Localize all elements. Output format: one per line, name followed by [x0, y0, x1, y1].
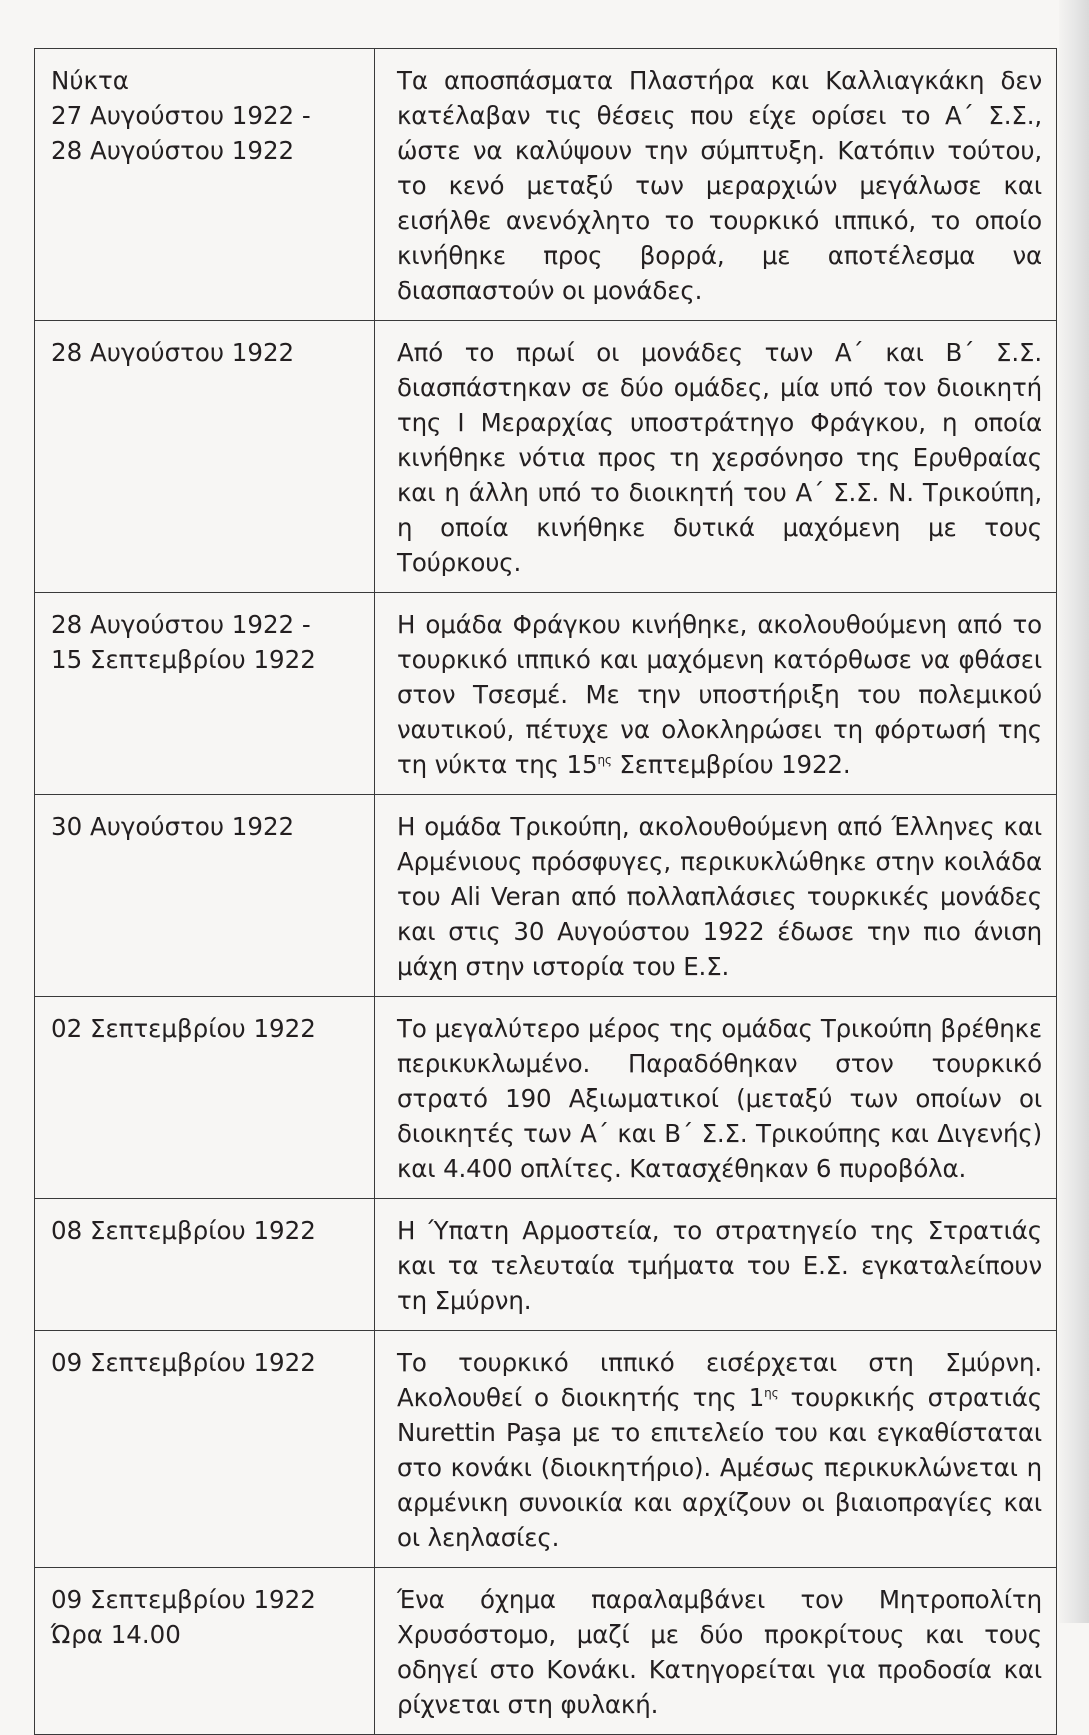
event-text: Το μεγαλύτερο μέρος της ομάδας Τρικούπη βρέθηκε περικυκλωμένο. Παραδόθηκαν στον τουρκικό στρατό 190 Αξιωματικοί (μεταξύ των οποίων οι διοικητές των Α΄ και Β΄ Σ.Σ. Τρικούπης και Διγενής) και 4.400 οπλίτες. Κατασχέθηκαν 6 πυροβόλα.	[397, 1014, 1042, 1183]
event-text: Η Ύπατη Αρμοστεία, το στρατηγείο της Στρατιάς και τα τελευταία τμήματα του Ε.Σ. εγκαταλείπουν τη Σμύρνη.	[397, 1216, 1042, 1315]
date-line: Νύκτα	[51, 66, 129, 95]
table-row	[35, 1331, 1057, 1568]
table-row	[35, 997, 1057, 1199]
date-cell	[35, 49, 375, 321]
event-description	[375, 321, 1057, 593]
page-edge-shadow	[1059, 0, 1089, 1623]
event-text-continued: τουρκικής στρατιάς Nurettin Paşa με το επιτελείο του και εγκαθίσταται στο κονάκι (διοικητήριο). Αμέσως περικυκλώνεται η αρμένικη συνοικία και αρχίζουν οι βιαιοπραγίες και οι λεηλασίες.	[397, 1383, 1042, 1552]
event-description	[375, 1568, 1057, 1735]
event-description	[375, 1199, 1057, 1331]
date-cell	[35, 997, 375, 1199]
date-line: 28 Αυγούστου 1922	[51, 338, 295, 367]
date-cell	[35, 1199, 375, 1331]
ordinal-suffix: ης	[764, 1385, 779, 1400]
date-line: 15 Σεπτεμβρίου 1922	[51, 645, 316, 674]
event-description	[375, 1331, 1057, 1568]
date-line: 08 Σεπτεμβρίου 1922	[51, 1216, 316, 1245]
date-cell	[35, 1568, 375, 1735]
chronology-table	[34, 48, 1057, 1735]
date-line: 02 Σεπτεμβρίου 1922	[51, 1014, 316, 1043]
date-line: 09 Σεπτεμβρίου 1922	[51, 1585, 316, 1614]
event-description	[375, 795, 1057, 997]
event-text: Το τουρκικό ιππικό εισέρχεται στη Σμύρνη. Ακολουθεί ο διοικητής της 1	[397, 1348, 1042, 1412]
date-cell	[35, 593, 375, 795]
date-line: 09 Σεπτεμβρίου 1922	[51, 1348, 316, 1377]
ordinal-suffix: ης	[597, 752, 612, 767]
date-line: 27 Αυγούστου 1922 -	[51, 101, 311, 130]
event-text: Από το πρωί οι μονάδες των Α΄ και Β΄ Σ.Σ. διασπάστηκαν σε δύο ομάδες, μία υπό τον διοικητή της Ι Μεραρχίας υποστράτηγο Φράγκου, η οποία κινήθηκε νότια προς τη χερσόνησο της Ερυθραίας και η άλλη υπό το διοικητή του Α΄ Σ.Σ. Ν. Τρικούπη, η οποία κινήθηκε δυτικά μαχόμενη με τους Τούρκους.	[397, 338, 1042, 577]
event-text: Η ομάδα Φράγκου κινήθηκε, ακολουθούμενη από το τουρκικό ιππικό και μαχόμενη κατόρθωσε να φθάσει στον Τσεσμέ. Με την υποστήριξη του πολεμικού ναυτικού, πέτυχε να ολοκληρώσει τη φόρτωσή της τη νύκτα της 15	[397, 610, 1042, 779]
table-row	[35, 1568, 1057, 1735]
date-line: 28 Αυγούστου 1922 -	[51, 610, 311, 639]
event-text: Ένα όχημα παραλαμβάνει τον Μητροπολίτη Χρυσόστομο, μαζί με δύο προκρίτους και τους οδηγεί στο Κονάκι. Κατηγορείται για προδοσία και ρίχνεται στη φυλακή.	[397, 1585, 1042, 1719]
date-cell	[35, 795, 375, 997]
chronology-rows	[35, 49, 1057, 1735]
date-line: 28 Αυγούστου 1922	[51, 136, 295, 165]
date-cell	[35, 321, 375, 593]
table-row	[35, 1199, 1057, 1331]
table-row	[35, 321, 1057, 593]
event-text-continued: Σεπτεμβρίου 1922.	[611, 750, 851, 779]
event-description	[375, 49, 1057, 321]
date-line: Ώρα 14.00	[51, 1620, 181, 1649]
date-line: 30 Αυγούστου 1922	[51, 812, 295, 841]
event-description	[375, 997, 1057, 1199]
event-text: Τα αποσπάσματα Πλαστήρα και Καλλιαγκάκη δεν κατέλαβαν τις θέσεις που είχε ορίσει το Α΄ Σ.Σ., ώστε να καλύψουν την σύμπτυξη. Κατόπιν τούτου, το κενό μεταξύ των μεραρχιών μεγάλωσε και εισήλθε ανενόχλητο το τουρκικό ιππικό, το οποίο κινήθηκε προς βορρά, με αποτέλεσμα να διασπαστούν οι μονάδες.	[397, 66, 1042, 305]
table-row	[35, 795, 1057, 997]
table-row	[35, 593, 1057, 795]
date-cell	[35, 1331, 375, 1568]
event-description	[375, 593, 1057, 795]
table-row	[35, 49, 1057, 321]
event-text: Η ομάδα Τρικούπη, ακολουθούμενη από Έλληνες και Αρμένιους πρόσφυγες, περικυκλώθηκε στην κοιλάδα του Ali Veran από πολλαπλάσιες τουρκικές μονάδες και στις 30 Αυγούστου 1922 έδωσε την πιο άνιση μάχη στην ιστορία του Ε.Σ.	[397, 812, 1042, 981]
